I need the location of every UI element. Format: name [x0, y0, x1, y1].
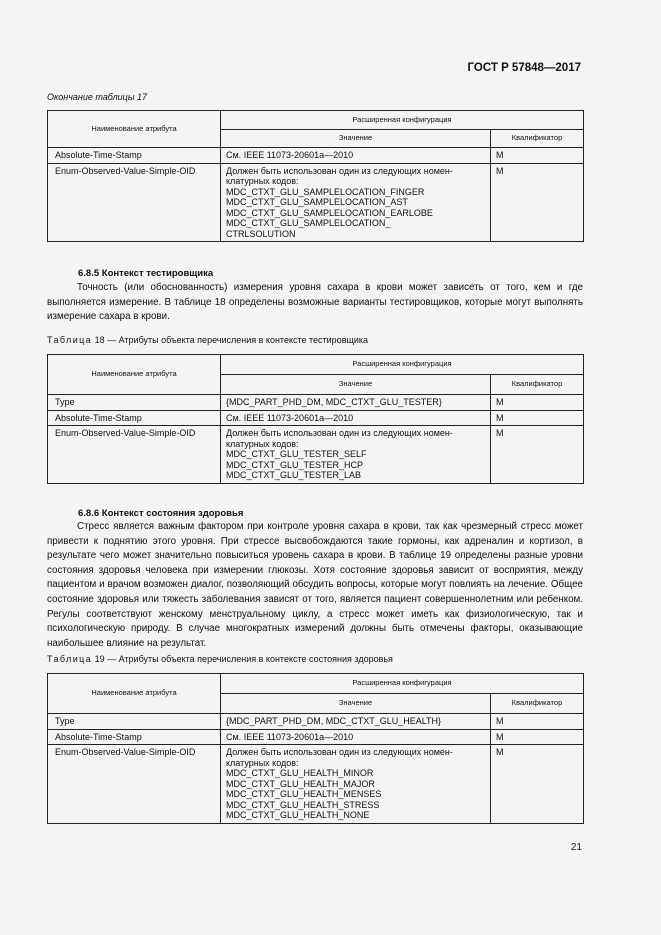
table-19 [47, 673, 584, 824]
table-18-title [47, 335, 368, 345]
attribute-qualifier: M [491, 745, 584, 824]
attribute-name: Enum-Observed-Value-Simple-OID [48, 745, 221, 824]
attribute-value: См. IEEE 11073-20601a—2010 [221, 729, 491, 745]
section-paragraph-6-8-6: Стресс является важным фактором при контроле уровня сахара в крови, так как чрезмерный стресс может привести к поднятию этого уровня. При стрессе высвобождаются такие гормоны, как адреналин и кортизол, в результате чего может значительно повыситься уровень сахара в крови. В таблице 19 определены разные уровни состояния здоровья человека при измерении глюкозы. Хотя состояние здоровья зависит от восприятия, между пациентом и врачом возможен диалог, позволяющий обсудить вопросы, которые могут повлиять на лечение. Общее состояние здоровья или тяжесть заболевания зависят от того, является пациент совершеннолетним или ребенком. Регулы соответствуют женскому менструальному циклу, а стресс может иметь как физиологическую, так и психологическую природу. В случае многократных измерений должны быть отмечены факторы, оказывающие наибольшее влияние на результат. [47, 521, 583, 649]
table-label: Таблица [47, 335, 93, 345]
attribute-value: См. IEEE 11073-20601a—2010 [221, 148, 491, 164]
table-row [48, 745, 584, 824]
section-heading-6-8-5: 6.8.5 Контекст тестировщика [78, 268, 214, 279]
header-value: Значение [221, 129, 491, 148]
table-row [48, 426, 584, 484]
table-number-title: 18 — Атрибуты объекта перечисления в контексте тестировщика [94, 335, 369, 345]
table-17 [47, 110, 584, 242]
attribute-value: Должен быть использован один из следующих номен- клатурных кодов: MDC_CTXT_GLU_TESTER_SELF MDC_CTXT_GLU_TESTER_HCP MDC_CTXT_GLU_TESTER_LAB [221, 426, 491, 484]
header-attribute-name: Наименование атрибута [48, 674, 221, 714]
attribute-value: См. IEEE 11073-20601a—2010 [221, 410, 491, 426]
header-qualifier: Квалификатор [491, 694, 584, 714]
table-row [48, 714, 584, 730]
table-row [48, 410, 584, 426]
attribute-name: Enum-Observed-Value-Simple-OID [48, 163, 221, 242]
header-attribute-name: Наименование атрибута [48, 111, 221, 148]
table-row [48, 163, 584, 242]
attribute-name: Enum-Observed-Value-Simple-OID [48, 426, 221, 484]
header-extended-configuration: Расширенная конфигурация [221, 355, 584, 375]
attribute-qualifier: M [491, 426, 584, 484]
attribute-value: {MDC_PART_PHD_DM, MDC_CTXT_GLU_TESTER} [221, 395, 491, 411]
header-attribute-name: Наименование атрибута [48, 355, 221, 395]
table-17-caption: Окончание таблицы 17 [47, 92, 147, 102]
attribute-qualifier: M [491, 410, 584, 426]
header-qualifier: Квалификатор [491, 129, 584, 148]
header-extended-configuration: Расширенная конфигурация [221, 111, 584, 130]
table-19-title [47, 654, 393, 664]
standard-code: ГОСТ Р 57848—2017 [467, 62, 581, 74]
attribute-value: Должен быть использован один из следующих номен- клатурных кодов: MDC_CTXT_GLU_HEALTH_MINOR MDC_CTXT_GLU_HEALTH_MAJOR MDC_CTXT_GLU_HEALTH_MENSES MDC_CTXT_GLU_HEALTH_STRESS MDC_CTXT_GLU_HEALTH_NONE [221, 745, 491, 824]
attribute-name: Absolute-Time-Stamp [48, 148, 221, 164]
header-extended-configuration: Расширенная конфигурация [221, 674, 584, 694]
attribute-name: Type [48, 714, 221, 730]
attribute-name: Absolute-Time-Stamp [48, 729, 221, 745]
header-qualifier: Квалификатор [491, 375, 584, 395]
page-number: 21 [570, 842, 582, 853]
header-value: Значение [221, 375, 491, 395]
section-heading-6-8-6: 6.8.6 Контекст состояния здоровья [78, 508, 244, 519]
table-18 [47, 354, 584, 484]
attribute-qualifier: M [491, 714, 584, 730]
section-paragraph-6-8-5: Точность (или обоснованность) измерения уровня сахара в крови может зависеть от того, кем и где выполняется измерение. В таблице 18 определены возможные варианты тестировщиков, которые могут выполнять измерение сахара в крови. [47, 282, 583, 323]
table-row [48, 148, 584, 164]
attribute-qualifier: M [491, 729, 584, 745]
attribute-name: Absolute-Time-Stamp [48, 410, 221, 426]
header-value: Значение [221, 694, 491, 714]
attribute-value: Должен быть использован один из следующих номен- клатурных кодов: MDC_CTXT_GLU_SAMPLELOCATION_FINGER MDC_CTXT_GLU_SAMPLELOCATION_AST MDC_CTXT_GLU_SAMPLELOCATION_EARLOBE MDC_CTXT_GLU_SAMPLELOCATION_ CTRLSOLUTION [221, 163, 491, 242]
attribute-name: Type [48, 395, 221, 411]
attribute-qualifier: M [491, 148, 584, 164]
attribute-qualifier: M [491, 163, 584, 242]
table-row [48, 395, 584, 411]
table-label: Таблица [47, 654, 93, 664]
table-number-title: 19 — Атрибуты объекта перечисления в контексте состояния здоровья [94, 654, 393, 664]
table-row [48, 729, 584, 745]
attribute-qualifier: M [491, 395, 584, 411]
attribute-value: {MDC_PART_PHD_DM, MDC_CTXT_GLU_HEALTH} [221, 714, 491, 730]
